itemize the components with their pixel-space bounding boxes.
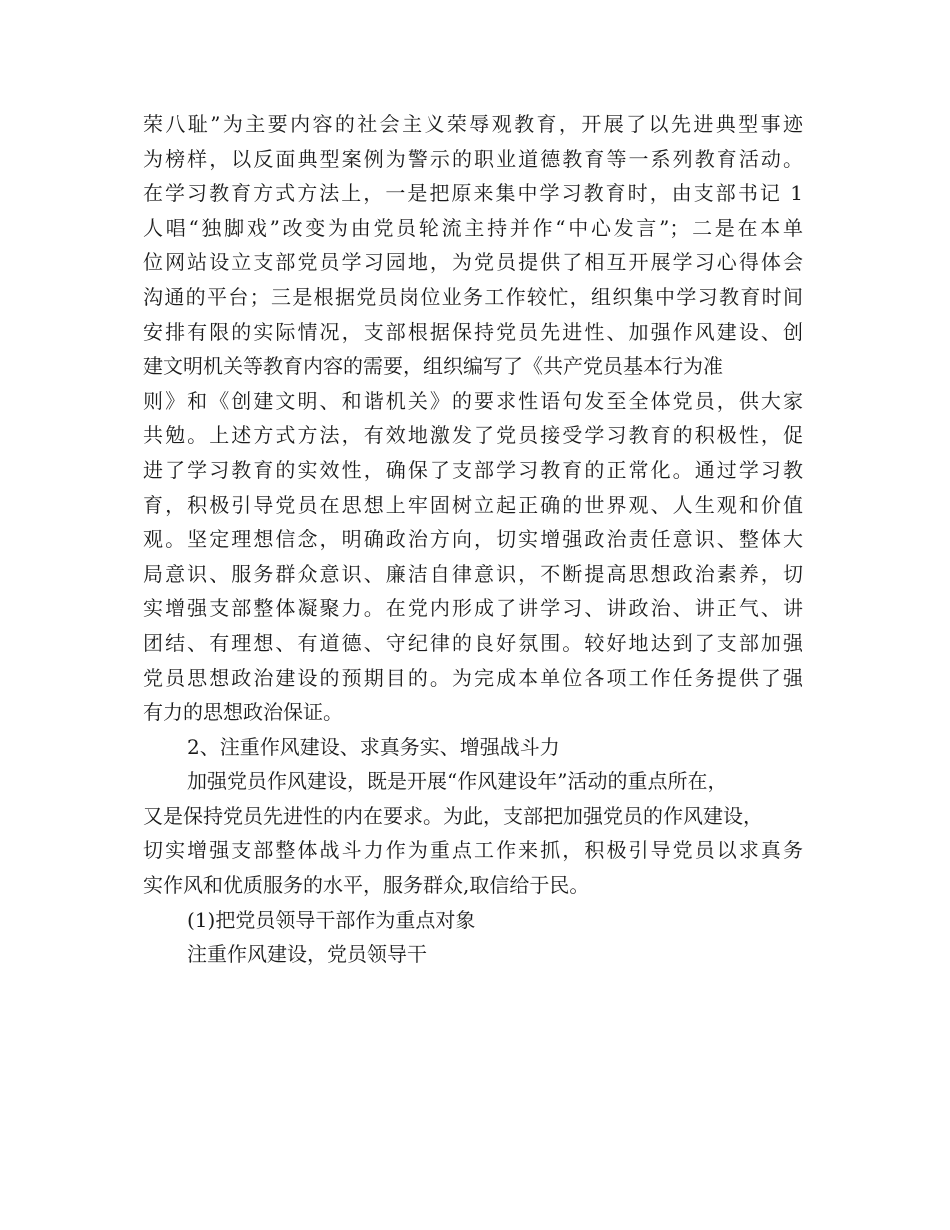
text-line: 则》和《创建文明、和谐机关》的要求性语句发至全体党员，供大家 (143, 388, 803, 413)
text-line: 局意识、服务群众意识、廉洁自律意识，不断提高思想政治素养，切 (143, 561, 803, 586)
text-line: 注重作风建设，党员领导干 (187, 942, 427, 967)
text-line: 人唱“独脚戏”改变为由党员轮流主持并作“中心发言”；二是在本单 (143, 215, 803, 240)
text-line: 实作风和优质服务的水平，服务群众,取信给于民。 (143, 873, 590, 898)
text-line: 沟通的平台；三是根据党员岗位业务工作较忙，组织集中学习教育时间 (143, 284, 803, 309)
text-line: 有力的思想政治保证。 (143, 700, 343, 725)
text-line: 安排有限的实际情况，支部根据保持党员先进性、加强作风建设、创 (143, 319, 803, 344)
document-body (143, 107, 803, 972)
text-line: 荣八耻”为主要内容的社会主义荣辱观教育，开展了以先进典型事迹 (143, 112, 803, 136)
text-line: 观。坚定理想信念，明确政治方向，切实增强政治责任意识、整体大 (143, 527, 803, 552)
text-line: 党员思想政治建设的预期目的。为完成本单位各项工作任务提供了强 (143, 665, 803, 690)
subsection-heading: (1)把党员领导干部作为重点对象 (187, 907, 476, 932)
section-heading: 2、注重作风建设、求真务实、增强战斗力 (187, 734, 560, 759)
text-line: 为榜样，以反面典型案例为警示的职业道德教育等一系列教育活动。 (143, 146, 803, 171)
text-line: 又是保持党员先进性的内在要求。为此，支部把加强党员的作风建设， (143, 803, 763, 828)
text-line: 加强党员作风建设，既是开展“作风建设年”活动的重点所在， (187, 769, 728, 794)
text-line: 进了学习教育的实效性，确保了支部学习教育的正常化。通过学习教 (143, 457, 803, 482)
text-line: 在学习教育方式方法上，一是把原来集中学习教育时，由支部书记 1 (143, 181, 803, 206)
text-line: 实增强支部整体凝聚力。在党内形成了讲学习、讲政治、讲正气、讲 (143, 596, 803, 621)
text-line: 建文明机关等教育内容的需要，组织编写了《共产党员基本行为准 (143, 354, 723, 379)
text-line: 共勉。上述方式方法，有效地激发了党员接受学习教育的积极性，促 (143, 423, 803, 448)
text-line: 位网站设立支部党员学习园地，为党员提供了相互开展学习心得体会 (143, 250, 803, 275)
text-line: 切实增强支部整体战斗力作为重点工作来抓，积极引导党员以求真务 (143, 838, 803, 863)
text-line: 育，积极引导党员在思想上牢固树立起正确的世界观、人生观和价值 (143, 492, 803, 517)
text-line: 团结、有理想、有道德、守纪律的良好氛围。较好地达到了支部加强 (143, 630, 803, 655)
